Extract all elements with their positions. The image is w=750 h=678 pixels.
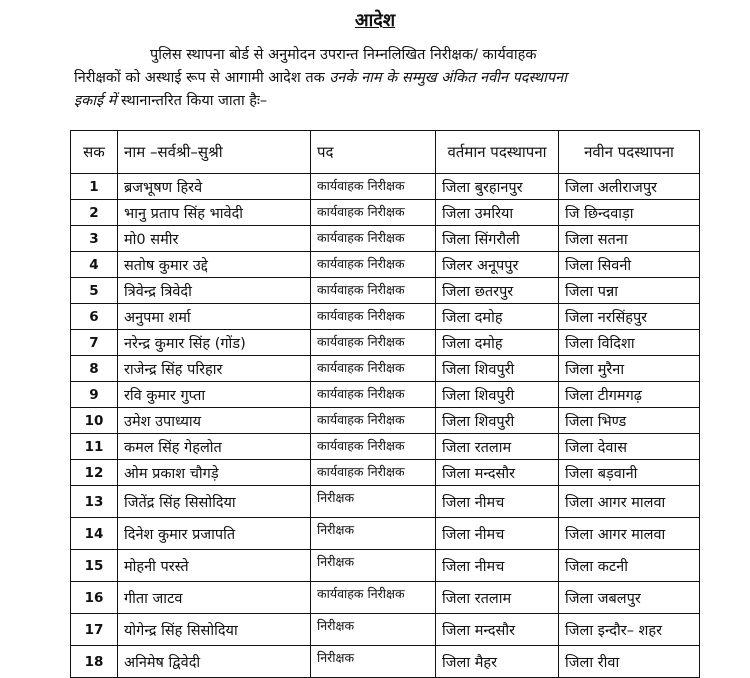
row-current-posting: जिला नीमच: [436, 518, 559, 550]
table-row: [71, 356, 700, 382]
row-post: कार्यवाहक निरीक्षक: [311, 356, 436, 382]
table-row: [71, 174, 700, 200]
row-post: कार्यवाहक निरीक्षक: [311, 174, 436, 200]
row-name: रवि कुमार गुप्ता: [118, 382, 311, 408]
paragraph-line-3-italic: इकाई में: [74, 93, 117, 109]
row-current-posting: जिला दमोह: [436, 330, 559, 356]
row-current-posting: जिला दमोह: [436, 304, 559, 330]
table-row: [71, 460, 700, 486]
row-current-posting: जिला उमरिया: [436, 200, 559, 226]
row-current-posting: जिला रतलाम: [436, 434, 559, 460]
row-post: कार्यवाहक निरीक्षक: [311, 330, 436, 356]
table-row: [71, 486, 700, 518]
paragraph-line-3: [74, 90, 734, 113]
table-row: [71, 550, 700, 582]
row-name: अनिमेष द्विवेदी: [118, 646, 311, 678]
paragraph-line-2: [74, 67, 734, 90]
row-serial: 9: [71, 382, 118, 408]
table-row: [71, 614, 700, 646]
row-serial: 17: [71, 614, 118, 646]
row-name: अनुपमा शर्मा: [118, 304, 311, 330]
table-row: [71, 226, 700, 252]
row-serial: 7: [71, 330, 118, 356]
row-serial: 10: [71, 408, 118, 434]
table-row: [71, 382, 700, 408]
row-name: योगेन्द्र सिंह सिसोदिया: [118, 614, 311, 646]
paragraph-line-3-plain: स्थानान्तरित किया जाता हैः–: [116, 93, 268, 109]
row-post: कार्यवाहक निरीक्षक: [311, 226, 436, 252]
row-post: कार्यवाहक निरीक्षक: [311, 252, 436, 278]
order-title: आदेश: [354, 10, 396, 31]
row-current-posting: जिला शिवपुरी: [436, 408, 559, 434]
order-paragraph: [74, 44, 734, 113]
header-serial: सक: [71, 131, 118, 174]
row-new-posting: जिला आगर मालवा: [559, 486, 700, 518]
table-row: [71, 646, 700, 678]
table-row: [71, 408, 700, 434]
row-current-posting: जिला सिंगरौली: [436, 226, 559, 252]
row-post: निरीक्षक: [311, 646, 436, 678]
row-new-posting: जि छिन्दवाड़ा: [559, 200, 700, 226]
row-new-posting: जिला सतना: [559, 226, 700, 252]
row-name: कमल सिंह गेहलोत: [118, 434, 311, 460]
row-post: निरीक्षक: [311, 518, 436, 550]
paragraph-line-1: पुलिस स्थापना बोर्ड से अनुमोदन उपरान्त निम्नलिखित निरीक्षक/ कार्यवाहक: [150, 47, 537, 63]
row-serial: 6: [71, 304, 118, 330]
table-header-row: [71, 131, 700, 174]
row-current-posting: जिला मन्दसौर: [436, 460, 559, 486]
row-serial: 11: [71, 434, 118, 460]
row-name: उमेश उपाध्याय: [118, 408, 311, 434]
row-post: निरीक्षक: [311, 486, 436, 518]
row-new-posting: जिला कटनी: [559, 550, 700, 582]
row-new-posting: जिला विदिशा: [559, 330, 700, 356]
table-row: [71, 330, 700, 356]
row-current-posting: जिला रतलाम: [436, 582, 559, 614]
row-new-posting: जिला अलीराजपुर: [559, 174, 700, 200]
row-serial: 4: [71, 252, 118, 278]
table-row: [71, 304, 700, 330]
header-current-posting: वर्तमान पदस्थापना: [436, 131, 559, 174]
header-name: नाम –सर्वश्री–सुश्री: [118, 131, 311, 174]
row-new-posting: जिला नरसिंहपुर: [559, 304, 700, 330]
row-post: कार्यवाहक निरीक्षक: [311, 582, 436, 614]
row-current-posting: जिला मैहर: [436, 646, 559, 678]
row-new-posting: जिला जबलपुर: [559, 582, 700, 614]
row-serial: 2: [71, 200, 118, 226]
row-serial: 14: [71, 518, 118, 550]
table-row: [71, 200, 700, 226]
row-serial: 16: [71, 582, 118, 614]
row-new-posting: जिला आगर मालवा: [559, 518, 700, 550]
row-serial: 12: [71, 460, 118, 486]
row-name: ब्रजभूषण हिरवे: [118, 174, 311, 200]
row-new-posting: जिला टीगमगढ़: [559, 382, 700, 408]
row-new-posting: जिला पन्ना: [559, 278, 700, 304]
row-current-posting: जिला शिवपुरी: [436, 356, 559, 382]
row-current-posting: जिला नीमच: [436, 550, 559, 582]
row-name: सतोष कुमार उद्दे: [118, 252, 311, 278]
row-new-posting: जिला बड़वानी: [559, 460, 700, 486]
row-current-posting: जिला बुरहानपुर: [436, 174, 559, 200]
row-new-posting: जिला भिण्ड: [559, 408, 700, 434]
row-name: मोहनी परस्ते: [118, 550, 311, 582]
row-new-posting: जिला देवास: [559, 434, 700, 460]
row-post: निरीक्षक: [311, 614, 436, 646]
paragraph-line-2-plain: निरीक्षकों को अस्थाई रूप से आगामी आदेश तक: [74, 70, 330, 86]
row-serial: 13: [71, 486, 118, 518]
row-post: कार्यवाहक निरीक्षक: [311, 304, 436, 330]
row-name: जितेंद्र सिंह सिसोदिया: [118, 486, 311, 518]
row-current-posting: जिलर अनूपपुर: [436, 252, 559, 278]
row-name: दिनेश कुमार प्रजापति: [118, 518, 311, 550]
row-name: भानु प्रताप सिंह भावेदी: [118, 200, 311, 226]
row-name: त्रिवेन्द्र त्रिवेदी: [118, 278, 311, 304]
table-row: [71, 252, 700, 278]
header-post: पद: [311, 131, 436, 174]
row-serial: 15: [71, 550, 118, 582]
table-row: [71, 278, 700, 304]
table-row: [71, 518, 700, 550]
table-row: [71, 434, 700, 460]
row-serial: 5: [71, 278, 118, 304]
row-post: कार्यवाहक निरीक्षक: [311, 278, 436, 304]
row-name: गीता जाटव: [118, 582, 311, 614]
row-post: कार्यवाहक निरीक्षक: [311, 460, 436, 486]
row-current-posting: जिला छतरपुर: [436, 278, 559, 304]
row-name: नरेन्द्र कुमार सिंह (गोंड): [118, 330, 311, 356]
row-serial: 3: [71, 226, 118, 252]
row-name: राजेन्द्र सिंह परिहार: [118, 356, 311, 382]
row-new-posting: जिला इन्दौर– शहर: [559, 614, 700, 646]
row-new-posting: जिला रीवा: [559, 646, 700, 678]
row-post: कार्यवाहक निरीक्षक: [311, 200, 436, 226]
transfer-table: [70, 130, 700, 678]
row-current-posting: जिला मन्दसौर: [436, 614, 559, 646]
row-serial: 18: [71, 646, 118, 678]
paragraph-line-2-italic: उनके नाम के सम्मुख अंकित नवीन पदस्थापना: [329, 70, 567, 86]
row-post: कार्यवाहक निरीक्षक: [311, 434, 436, 460]
row-new-posting: जिला मुरैना: [559, 356, 700, 382]
row-current-posting: जिला नीमच: [436, 486, 559, 518]
row-serial: 8: [71, 356, 118, 382]
row-new-posting: जिला सिवनी: [559, 252, 700, 278]
row-name: मो0 समीर: [118, 226, 311, 252]
row-serial: 1: [71, 174, 118, 200]
table-body: [71, 174, 700, 678]
row-name: ओम प्रकाश चौगड़े: [118, 460, 311, 486]
row-post: कार्यवाहक निरीक्षक: [311, 408, 436, 434]
row-post: कार्यवाहक निरीक्षक: [311, 382, 436, 408]
row-post: निरीक्षक: [311, 550, 436, 582]
table-row: [71, 582, 700, 614]
header-new-posting: नवीन पदस्थापना: [559, 131, 700, 174]
row-current-posting: जिला शिवपुरी: [436, 382, 559, 408]
